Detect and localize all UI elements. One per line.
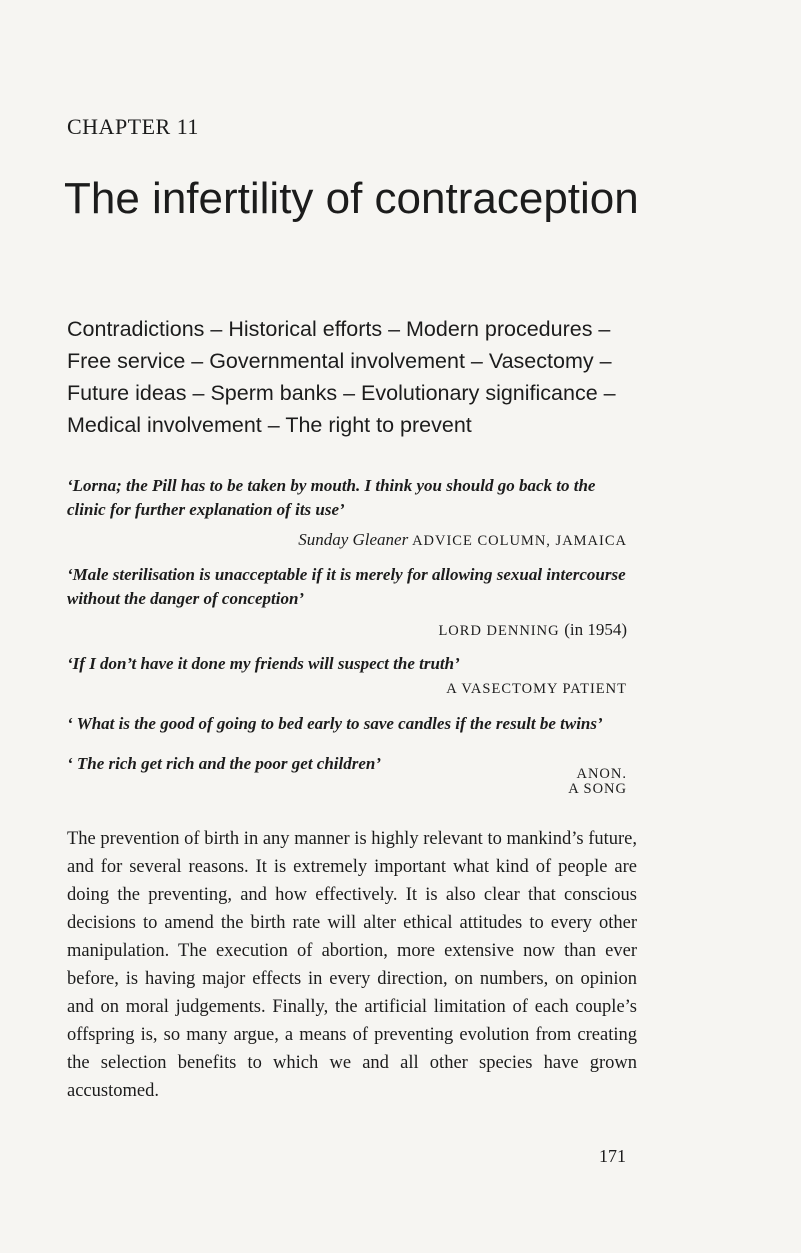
chapter-contents — [67, 313, 657, 441]
epigraph-attribution — [446, 681, 627, 698]
epigraph-quote: ‘Male sterilisation is unacceptable if it is merely for allowing sexual intercourse without the danger of conception’ — [67, 565, 626, 608]
epigraph-quote: ‘ The rich get rich and the poor get children’ — [67, 754, 382, 773]
epigraph-source-title: Sunday Gleaner — [298, 530, 409, 549]
epigraph-attribution — [298, 530, 627, 550]
epigraph-source: A SONG — [568, 781, 627, 797]
epigraph-quote: ‘If I don’t have it done my friends will suspect the truth’ — [67, 654, 460, 673]
epigraph-quote: ‘ What is the good of going to bed early to save candles if the result be twins’ — [67, 714, 603, 733]
chapter-title: The infertility of contraception — [64, 174, 639, 223]
epigraph-quote: ‘Lorna; the Pill has to be taken by mouth. I think you should go back to the clinic for further explanation of its use’ — [67, 476, 596, 519]
contents-item: Medical involvement – — [67, 413, 280, 437]
contents-item: Evolutionary significance – — [361, 381, 616, 405]
contents-item: Future ideas – — [67, 381, 205, 405]
chapter-label: CHAPTER 11 — [67, 114, 199, 139]
epigraph-source-date: (in 1954) — [564, 620, 627, 639]
contents-item: Vasectomy – — [488, 349, 612, 373]
contents-item: Free service – — [67, 349, 204, 373]
contents-item: Modern procedures – — [406, 317, 611, 341]
contents-item: Historical efforts – — [228, 317, 401, 341]
epigraph-attribution — [568, 781, 627, 798]
contents-item: Contradictions – — [67, 317, 223, 341]
contents-item: The right to prevent — [285, 413, 472, 437]
epigraph-source: ADVICE COLUMN, JAMAICA — [412, 533, 627, 549]
body-paragraph: The prevention of birth in any manner is highly relevant to mankind’s future, and for several reasons. It is extremely important what kind of people are doing the preventing, and how effectively. It is also clear that conscious decisions to amend the birth rate will alter ethical attitudes to every other manipulation. The execution of abortion, more extensive now than ever before, is having major effects in every direction, on numbers, on opinion and on moral judgements. Finally, the artificial limitation of each couple’s offspring is, so many argue, a means of preventing evolution from creating the selection benefits to which we and all other species have grown accustomed. — [67, 829, 637, 1101]
page-number: 171 — [599, 1146, 626, 1166]
epigraph-source: ANON. — [576, 766, 627, 782]
epigraph-source: A VASECTOMY PATIENT — [446, 681, 627, 697]
contents-item: Governmental involvement – — [209, 349, 483, 373]
epigraph-source: LORD DENNING — [438, 623, 560, 639]
contents-item: Sperm banks – — [210, 381, 356, 405]
epigraph-attribution — [438, 620, 627, 640]
